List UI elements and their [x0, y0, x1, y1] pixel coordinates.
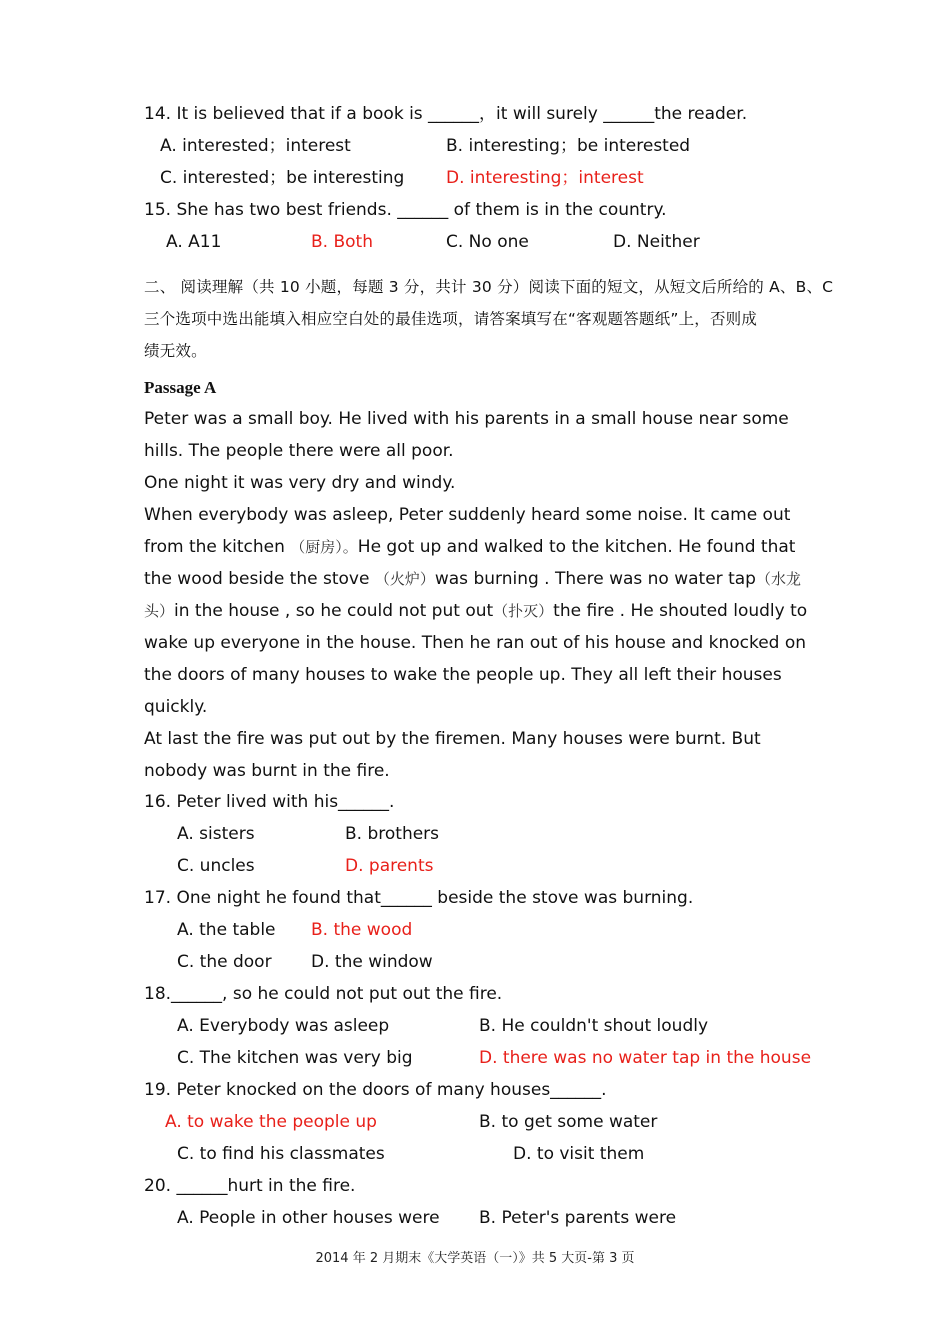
q20-option-a: A. People in other houses were [177, 1208, 440, 1228]
q14-stem: 14. It is believed that if a book is ______，it will surely ______the reader. [144, 104, 748, 124]
q18-option-c: C. The kitchen was very big [177, 1048, 413, 1068]
q16-option-b: B. brothers [345, 824, 440, 844]
q19-option-a-answer: A. to wake the people up [165, 1112, 377, 1132]
passage-text: the fire . He shouted loudly to [553, 601, 808, 621]
chinese-gloss: 头） [144, 602, 175, 620]
passage-line: hills. The people there were all poor. [144, 441, 454, 461]
q19-option-d: D. to visit them [513, 1144, 645, 1164]
section-heading-line3: 绩无效。 [144, 342, 207, 360]
chinese-gloss: （水龙 [755, 570, 801, 588]
q18-option-a: A. Everybody was asleep [177, 1016, 390, 1036]
chinese-gloss: （扑灭） [493, 602, 554, 620]
q20-stem: 20. ______hurt in the fire. [144, 1176, 356, 1196]
q19-option-b: B. to get some water [479, 1112, 658, 1132]
chinese-gloss: （厨房）。 [290, 538, 358, 556]
q14-option-c: C. interested；be interesting [160, 168, 405, 188]
passage-line: Peter was a small boy. He lived with his parents in a small house near some [144, 409, 789, 429]
passage-line: When everybody was asleep, Peter suddenly heard some noise. It came out [144, 505, 791, 525]
q17-option-c: C. the door [177, 952, 272, 972]
passage-text: from the kitchen [144, 537, 291, 557]
section-heading-line1: 二、 阅读理解（共 10 小题，每题 3 分，共计 30 分）阅读下面的短文，从短文后所给的 A、B、C [144, 278, 834, 296]
q20-option-b: B. Peter's parents were [479, 1208, 677, 1228]
passage-text: the wood beside the stove [144, 569, 375, 589]
page-footer: 2014 年 2 月期末《大学英语（一）》共 5 大页-第 3 页 [315, 1251, 635, 1266]
section-heading-line2: 三个选项中选出能填入相应空白处的最佳选项，请答案填写在“客观题答题纸”上，否则成 [144, 310, 758, 328]
passage-line [144, 600, 807, 622]
q14-option-b: B. interesting；be interested [446, 136, 691, 156]
passage-line: quickly. [144, 697, 208, 717]
q17-option-a: A. the table [177, 920, 276, 940]
q16-stem: 16. Peter lived with his______. [144, 792, 395, 812]
q17-option-b-answer: B. the wood [311, 920, 413, 940]
passage-line: At last the fire was put out by the firemen. Many houses were burnt. But [144, 729, 761, 749]
q15-option-b-answer: B. Both [311, 232, 373, 252]
passage-title: Passage A [144, 378, 217, 397]
q18-option-d-answer: D. there was no water tap in the house [479, 1048, 812, 1068]
passage-line: nobody was burnt in the fire. [144, 761, 390, 781]
q18-option-b: B. He couldn't shout loudly [479, 1016, 709, 1036]
q16-option-d-answer: D. parents [345, 856, 434, 876]
q14-option-d-answer: D. interesting；interest [446, 168, 644, 188]
q17-stem: 17. One night he found that______ beside the stove was burning. [144, 888, 694, 908]
q18-stem: 18.______, so he could not put out the fire. [144, 984, 503, 1004]
q15-option-c: C. No one [446, 232, 529, 252]
passage-line: wake up everyone in the house. Then he ran out of his house and knocked on [144, 633, 807, 653]
q17-option-d: D. the window [311, 952, 433, 972]
q19-stem: 19. Peter knocked on the doors of many houses______. [144, 1080, 607, 1100]
passage-text: was burning . There was no water tap [434, 569, 756, 589]
q15-option-a: A. A11 [166, 232, 222, 252]
q19-option-c: C. to find his classmates [177, 1144, 385, 1164]
q16-option-a: A. sisters [177, 824, 255, 844]
q14-option-a: A. interested；interest [160, 136, 351, 156]
passage-line [144, 536, 795, 558]
passage-line: the doors of many houses to wake the people up. They all left their houses [144, 665, 782, 685]
passage-line [144, 568, 801, 590]
q16-option-c: C. uncles [177, 856, 255, 876]
q15-stem: 15. She has two best friends. ______ of them is in the country. [144, 200, 667, 220]
chinese-gloss: （火炉） [374, 570, 435, 588]
passage-text: in the house , so he could not put out [174, 601, 494, 621]
passage-text: He got up and walked to the kitchen. He found that [357, 537, 796, 557]
passage-line: One night it was very dry and windy. [144, 473, 456, 493]
q15-option-d: D. Neither [613, 232, 700, 252]
